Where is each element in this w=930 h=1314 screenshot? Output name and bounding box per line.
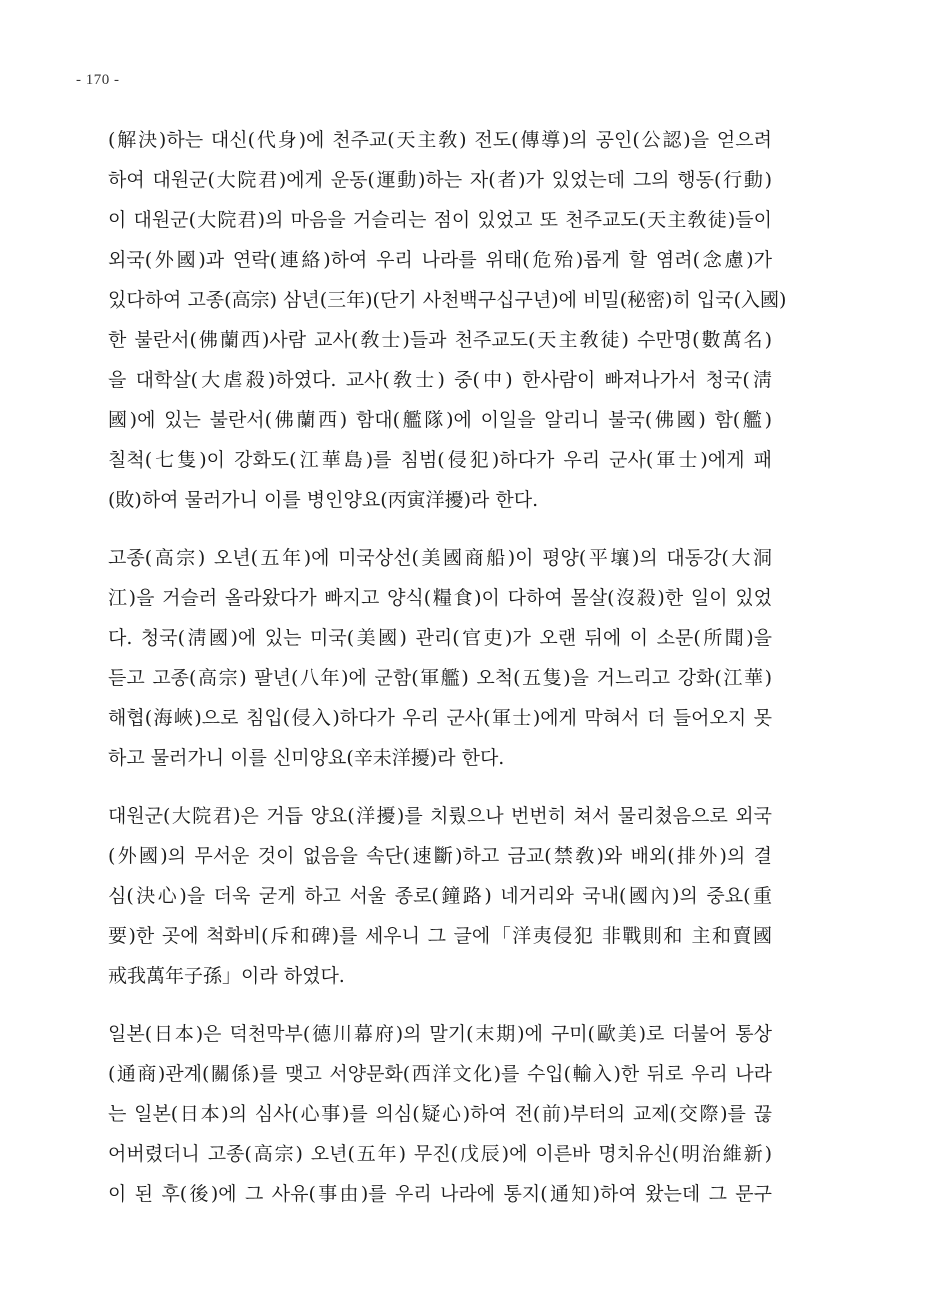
text-line: 고종(高宗) 오년(五年)에 미국상선(美國商船)이 평양(平壤)의 대동강(大洞 xyxy=(108,547,772,569)
text-line: 하고 물러가니 이를 신미양요(辛未洋擾)라 한다. xyxy=(108,747,505,769)
text-line: 國)에 있는 불란서(佛蘭西) 함대(艦隊)에 이일을 알리니 불국(佛國) 함(艦) xyxy=(108,409,772,431)
text-line: 일본(日本)은 덕천막부(德川幕府)의 말기(末期)에 구미(歐美)로 더불어 통상 xyxy=(108,1023,772,1045)
text-line: 다. 청국(淸國)에 있는 미국(美國) 관리(官吏)가 오랜 뒤에 이 소문(所聞)을 xyxy=(108,627,772,649)
text-line: 이 된 후(後)에 그 사유(事由)를 우리 나라에 통지(通知)하여 왔는데 그 문구 xyxy=(108,1183,772,1205)
text-line: (外國)의 무서운 것이 없음을 속단(速斷)하고 금교(禁敎)와 배외(排外)의 결 xyxy=(108,845,772,867)
text-line: 칠척(七隻)이 강화도(江華島)를 침범(侵犯)하다가 우리 군사(軍士)에게 패 xyxy=(108,449,772,471)
paragraph xyxy=(108,538,772,778)
paragraph xyxy=(108,796,772,996)
text-line: 江)을 거슬러 올라왔다가 빠지고 양식(糧食)이 다하여 몰살(沒殺)한 일이 있었 xyxy=(108,587,772,609)
text-line: 있다하여 고종(高宗) 삼년(三年)(단기 사천백구십구년)에 비밀(秘密)히 입국(入國) xyxy=(108,289,787,311)
text-line: 는 일본(日本)의 심사(心事)를 의심(疑心)하여 전(前)부터의 교제(交際)를 끊 xyxy=(108,1103,772,1125)
text-line: 하여 대원군(大院君)에게 운동(運動)하는 자(者)가 있었는데 그의 행동(行動) xyxy=(108,169,772,191)
text-line: 대원군(大院君)은 거듭 양요(洋擾)를 치뤘으나 번번히 쳐서 물리쳤음으로 외국 xyxy=(108,805,772,827)
text-line: 심(決心)을 더욱 굳게 하고 서울 종로(鐘路) 네거리와 국내(國內)의 중요(重 xyxy=(108,885,772,907)
text-line: 한 불란서(佛蘭西)사람 교사(敎士)들과 천주교도(天主敎徒) 수만명(數萬名) xyxy=(108,329,772,351)
text-line: 이 대원군(大院君)의 마음을 거슬리는 점이 있었고 또 천주교도(天主敎徒)들이 xyxy=(108,209,772,231)
paragraph xyxy=(108,1014,772,1214)
text-line: (通商)관계(關係)를 맺고 서양문화(西洋文化)를 수입(輸入)한 뒤로 우리 나라 xyxy=(108,1063,772,1085)
text-line: 해협(海峽)으로 침입(侵入)하다가 우리 군사(軍士)에게 막혀서 더 들어오지 못 xyxy=(108,707,772,729)
text-line: 戒我萬年子孫」이라 하였다. xyxy=(108,965,345,987)
document-body xyxy=(108,120,787,1232)
text-line: 을 대학살(大虐殺)하였다. 교사(敎士) 중(中) 한사람이 빠져나가서 청국(淸 xyxy=(108,369,772,391)
text-line: 要)한 곳에 척화비(斥和碑)를 세우니 그 글에「洋夷侵犯 非戰則和 主和賣國 xyxy=(108,925,772,947)
text-line: (解決)하는 대신(代身)에 천주교(天主敎) 전도(傳導)의 공인(公認)을 얻으려 xyxy=(108,129,772,151)
text-line: 듣고 고종(高宗) 팔년(八年)에 군함(軍艦) 오척(五隻)을 거느리고 강화(江華) xyxy=(108,667,772,689)
text-line: 어버렸더니 고종(高宗) 오년(五年) 무진(戊辰)에 이른바 명치유신(明治維新) xyxy=(108,1143,772,1165)
page-number: - 170 - xyxy=(76,72,120,88)
paragraph xyxy=(108,120,787,520)
text-line: (敗)하여 물러가니 이를 병인양요(丙寅洋擾)라 한다. xyxy=(108,489,539,511)
text-line: 외국(外國)과 연락(連絡)하여 우리 나라를 위태(危殆)롭게 할 염려(念慮)가 xyxy=(108,249,772,271)
